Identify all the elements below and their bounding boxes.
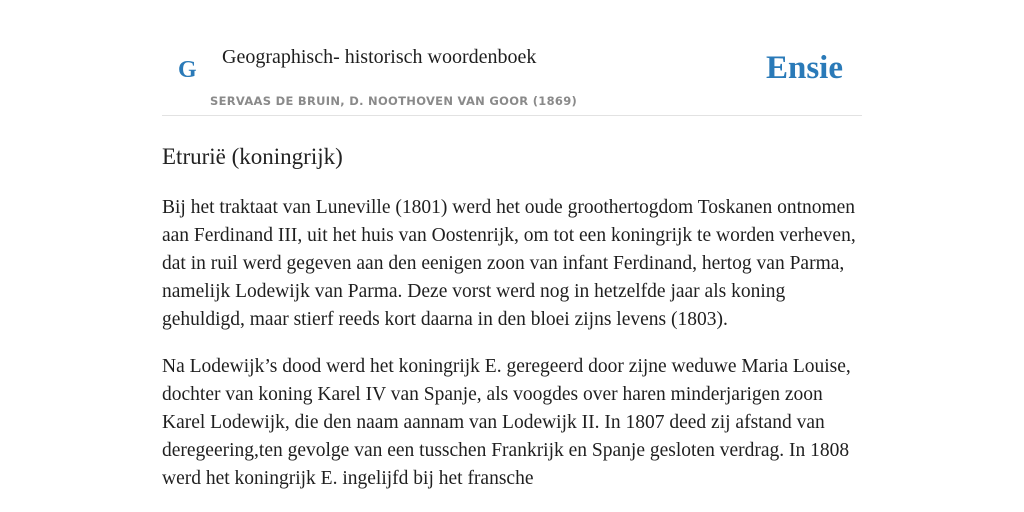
book-authors: SERVAAS DE BRUIN, D. NOOTHOVEN VAN GOOR (1869) [210,94,578,108]
book-header [162,0,862,116]
entry-title: Etrurië (koningrijk) [162,144,343,169]
page [162,0,862,493]
entry-paragraph: Na Lodewijk’s dood werd het koningrijk E. geregeerd door zijne weduwe Maria Louise, dochter van koning Karel IV van Spanje, als voogdes over haren minderjarigen zoon Karel Lodewijk, die den naam aannam van Lodewijk II. In 1807 deed zij afstand van deregeering,ten gevolge van een tusschen Frankrijk en Spanje gesloten verdrag. In 1808 werd het koningrijk E. ingelijfd bij het fransche [162,356,851,489]
book-letter-icon[interactable]: G [178,57,197,83]
entry-body [162,194,862,493]
entry-paragraph: Bij het traktaat van Luneville (1801) werd het oude groothertogdom Toskanen ontnomen aan Ferdinand III, uit het huis van Oostenrijk, om tot een koningrijk te worden verheven, dat in ruil werd gegeven aan den eenigen zoon van infant Ferdinand, hertog van Parma, namelijk Lodewijk van Parma. Deze vorst werd nog in hetzelfde jaar als koning gehuldigd, maar stierf reeds kort daarna in den bloei zijns levens (1803). [162,197,856,330]
ensie-logo[interactable]: Ensie [765,50,843,86]
book-title[interactable]: Geographisch- historisch woordenboek [222,46,537,68]
